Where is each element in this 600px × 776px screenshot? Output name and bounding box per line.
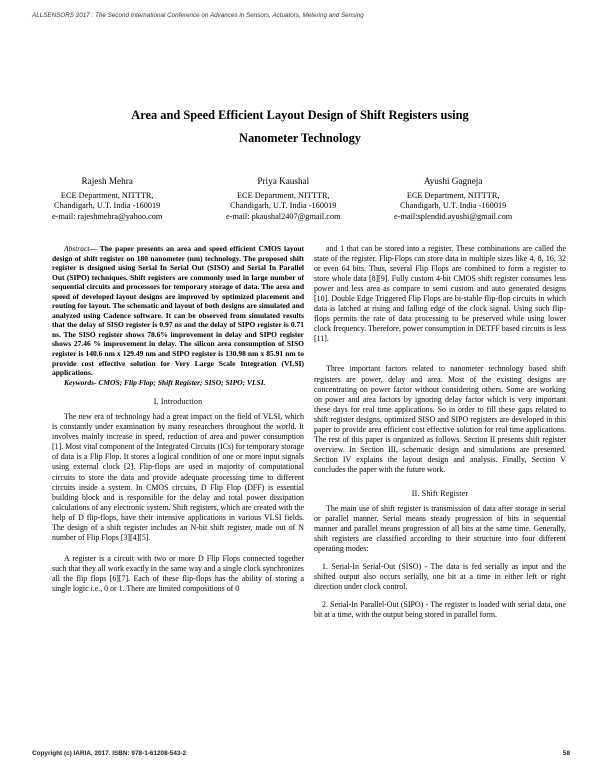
author-dept: ECE Department, NITTTR, bbox=[236, 190, 330, 200]
section-heading-shift-register: II. Shift Register bbox=[411, 488, 469, 498]
author-block-2 bbox=[226, 176, 341, 222]
intro-paragraph-2: A register is a circuit with two or more D Flip Flops connected together such that they all work exactly in the same way and a single clock synchronizes all the flip flops [6][7]. Each of these flip-flops has the ability of storing a single logic i.e., 0 or 1. There are limited compositions of 0 bbox=[52, 553, 304, 593]
list-item: 2. Serial-In Parallel-Out (SIPO) - The register is loaded with serial data, one bit at a time, with the output being stored in parallel form. bbox=[314, 600, 566, 620]
keywords: Keywords- CMOS; Flip Flop; Shift Register; SISO; SIPO; VLSI. bbox=[64, 377, 266, 387]
left-column bbox=[52, 244, 304, 594]
abstract bbox=[52, 244, 304, 378]
page-number: 58 bbox=[562, 750, 570, 757]
author-dept: ECE Department, NITTTR, bbox=[406, 190, 500, 200]
author-email: e-mail:splendid.ayushi@gmail.com bbox=[394, 211, 513, 221]
author-block-1 bbox=[52, 176, 162, 222]
body-paragraph-3: The main use of shift register is transmission of data after storage in serial or parallel manner. Serial means steady progression of bits in sequential manner and parallel means progression of all bits at the same time. Generally, shift registers are classified according to their structure into four different operating modes: bbox=[314, 504, 566, 554]
body-paragraph-1: and 1 that can be stored into a register. These combinations are called the state of the register. Flip-Flops can store data in multiple sizes like 4, 8, 16, 32 or even 64 bits. Thus, several Flip Flops are combined to form a register to store whole data [8][9]. Fully custom 4-bit CMOS shift register consumes less power and less area as compare to semi custom and auto generated designs [10]. Double Edge Triggered Flip Flops are bi-stable flip-flop circuits in which data is latched at rising and falling edge of the clock signal. Using such flip-flops permits the rate of data processing to be preserved while using lower clock frequency. Therefore, power consumption in DETFF based circuits is less [11]. bbox=[314, 244, 566, 344]
section-heading-introduction: I. Introduction bbox=[153, 397, 203, 407]
author-name: Ayushi Gagneja bbox=[423, 176, 483, 186]
abstract-text: — The paper presents an area and speed efficient CMOS layout design of shift register on 180 nanometer (nm) technology. The proposed shift register is designed using Serial In Serial Out (SISO) and Serial In Parallel Out (SIPO) techniques. Shift registers are commonly used in large number of sequential circuits and processors for temporary storage of data. The area and speed of developed layout designs are improved by optimized placement and routing for layout. The schematic and layout of both designs are simulated and analyzed using Cadence software. It can be observed from simulated results that the delay of SISO register is 0.97 ns and the delay of SIPO register is 0.71 ns. The SISO register shows 78.6% improvement in delay and SIPO register shows 27.46 % improvement in delay. The silicon area consumption of SISO register is 140.6 nm x 129.49 nm and SIPO register is 130.98 nm x 85.91 nm to provide cost effective solution for Very Large Scale Integration (VLSI) applications. bbox=[52, 244, 304, 378]
author-block-3 bbox=[394, 176, 512, 222]
list-item: 1. Serial-In Serial-Out (SISO) - The data is fed serially as input and the shifted output also occurs serially, one bit at a time in either left or right direction under clock control. bbox=[314, 562, 566, 592]
conference-header: ALLSENSORS 2017 : The Second International Conference on Advances in Sensors, Actuators, Metering and Sensing bbox=[32, 12, 364, 19]
body-paragraph-2: Three important factors related to nanometer technology based shift registers are power, delay and area. Most of the existing designs are concentrating on power factor without considering others. Some are working on power and area factors by ignoring delay factor which is very important these days for real time applications. So in order to fill these gaps related to shift register designs, optimized SISO and SIPO registers are developed in this paper to provide area efficient cost effective solution for real time applications. The rest of this paper is organized as follows. Section II presents shift register overview. In Section III, schematic design and simulations are presented. Section IV explains the layout design and analysis. Finally, Section V concludes the paper with the future work. bbox=[314, 364, 566, 474]
paper-title-line-2: Nanometer Technology bbox=[239, 131, 361, 145]
paper-title-line-1: Area and Speed Efficient Layout Design of Shift Registers using bbox=[131, 108, 469, 122]
author-city: Chandigarh, U.T. India -160019 bbox=[399, 201, 507, 210]
author-email: e-mail: pkaushal2407@gmail.com bbox=[226, 211, 341, 221]
author-name: Priya Kaushal bbox=[257, 176, 310, 186]
author-email: e-mail: rajeshmehra@yahoo.com bbox=[52, 211, 163, 221]
right-column bbox=[314, 244, 566, 621]
author-city: Chandigarh, U.T. India -160019 bbox=[54, 201, 161, 210]
abstract-label: Abstract bbox=[64, 244, 90, 253]
author-dept: ECE Department, NITTTR, bbox=[60, 190, 154, 200]
author-name: Rajesh Mehra bbox=[81, 176, 133, 186]
author-city: Chandigarh, U.T. India -160019 bbox=[230, 201, 337, 210]
copyright-footer: Copyright (c) IARIA, 2017. ISBN: 978-1-61208-543-2 bbox=[32, 750, 187, 757]
intro-paragraph-1: The new era of technology had a great impact on the field of VLSI, which is constantly under examination by many researchers throughout the world. It involves mainly increase in speed, reduction of area and power consumption [1]. Most vital component of the Integrated Circuits (ICs) for temporary storage of data is a Flip Flop. It stores a logical condition of one or more input signals using external clock [2]. Flip-flops are used in majority of computational circuits to store the data and provide adequate processing time to different circuits inside a system. In CMOS circuits, D Flip Flop (DFF) is essential building block and is responsible for the delay and total power dissipation calculations of any electronic system. Shift registers, which are created with the help of D flip-flops, have their intensive applications in various VLSI fields. The design of a shift register includes an N-bit shift register, made out of N number of Flip Flops [3][4][5]. bbox=[52, 412, 304, 542]
